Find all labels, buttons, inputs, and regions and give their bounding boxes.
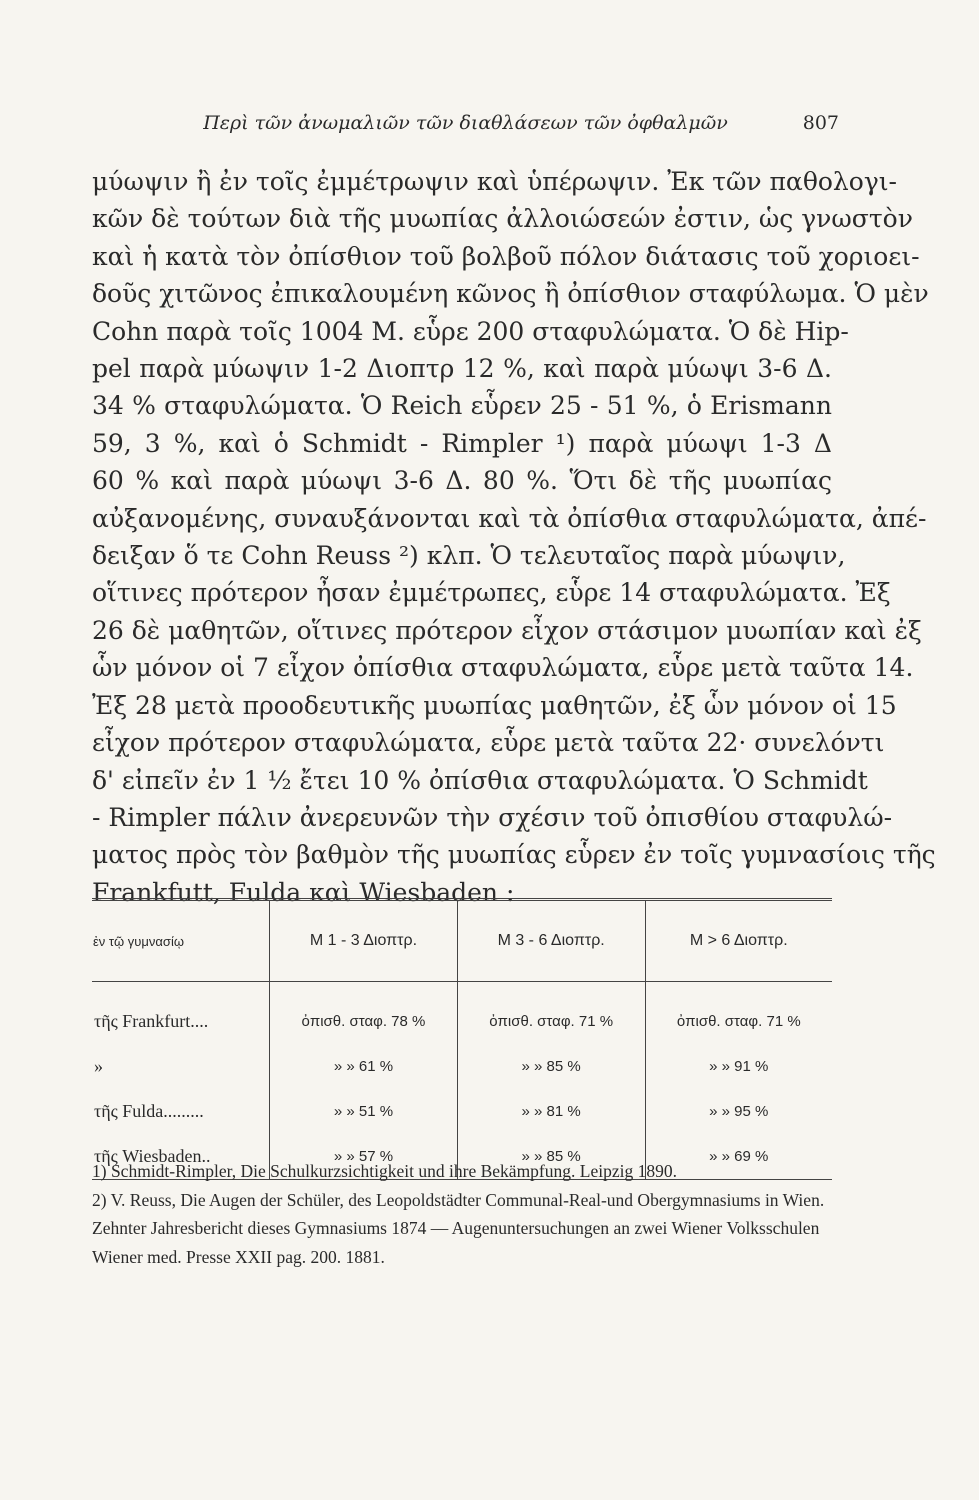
row-label: τῆς Wiesbaden.. [94, 1146, 211, 1166]
column-header-gymnasium: ἐν τῷ γυμνασίῳ [92, 901, 270, 982]
text-line: δ' εἰπεῖν ἐν 1 ½ ἔτει 10 % ὀπίσθια σταφυλώματα. Ὁ Schmidt [92, 765, 868, 795]
table-cell: » » 91 % [645, 1044, 832, 1089]
text-line: ματος πρὸς τὸν βαθμὸν τῆς μυωπίας εὗρεν ἐν τοῖς γυμνασίοις τῆς [92, 840, 936, 870]
table-cell: » » 85 % [457, 1044, 645, 1089]
row-label: τῆς Fulda......... [94, 1101, 204, 1121]
table-cell: ὀπισθ. σταφ. 78 % [270, 982, 458, 1045]
text-line: μύωψιν ἢ ἐν τοῖς ἐμμέτρωψιν καὶ ὑπέρωψιν. Ἐκ τῶν παθολογι- [92, 167, 898, 196]
body-text [92, 163, 936, 911]
table-cell: ὀπισθ. σταφ. 71 % [645, 982, 832, 1045]
table-cell: » » 51 % [270, 1089, 458, 1134]
text-line: δειξαν ὅ τε Cohn Reuss ²) κλπ. Ὁ τελευταῖος παρὰ μύωψιν, [92, 541, 846, 571]
text-line: Cohn παρὰ τοῖς 1004 Μ. εὗρε 200 σταφυλώματα. Ὁ δὲ Hip- [92, 316, 849, 346]
table-header-row [92, 901, 832, 982]
table-row [92, 1089, 832, 1134]
text-line: 26 δὲ μαθητῶν, οἵτινες πρότερον εἶχον στάσιμον μυωπίαν καὶ ἐξ [92, 615, 922, 645]
text-line: καὶ ἡ κατὰ τὸν ὀπίσθιον τοῦ βολβοῦ πόλον διάτασις τοῦ χοριοει- [92, 241, 920, 271]
running-header [92, 112, 839, 134]
text-line: οἵτινες πρότερον ἦσαν ἐμμέτρωπες, εὗρε 14 σταφυλώματα. Ἐξ [92, 578, 891, 608]
table-cell: » » 95 % [645, 1089, 832, 1134]
text-line: δοῦς χιτῶνος ἐπικαλουμένη κῶνος ἢ ὀπίσθιον σταφύλωμα. Ὁ μὲν [92, 279, 929, 309]
column-header-m-over-6: Μ > 6 Διοπτρ. [645, 901, 832, 982]
page-number: 807 [802, 112, 839, 134]
table-cell: ὀπισθ. σταφ. 71 % [457, 982, 645, 1045]
text-line: 59, 3 %, καὶ ὁ Schmidt - Rimpler ¹) παρὰ μύωψι 1-3 Δ [92, 428, 832, 458]
column-header-m-3-6: Μ 3 - 6 Διοπτρ. [457, 901, 645, 982]
footnotes [92, 1157, 832, 1271]
table-cell: » » 57 % [270, 1134, 458, 1179]
row-label: τῆς Frankfurt.... [94, 1011, 209, 1031]
table-row [92, 1044, 832, 1089]
text-line: Ἐξ 28 μετὰ προοδευτικῆς μυωπίας μαθητῶν, ἐξ ὧν μόνον οἱ 15 [92, 690, 897, 720]
row-label: » [94, 1056, 103, 1076]
text-line: 34 % σταφυλώματα. Ὁ Reich εὗρεν 25 - 51 %, ὁ Erismann [92, 391, 832, 421]
column-header-m-1-3: Μ 1 - 3 Διοπτρ. [270, 901, 458, 982]
footnote-1: 1) Schmidt-Rimpler, Die Schulkurzsichtigkeit und ihre Bekämpfung. Leipzig 1890. [92, 1161, 677, 1181]
table-cell: » » 61 % [270, 1044, 458, 1089]
table-cell: » » 85 % [457, 1134, 645, 1179]
table-cell: » » 81 % [457, 1089, 645, 1134]
text-line: κῶν δὲ τούτων διὰ τῆς μυωπίας ἀλλοιώσεών ἐστιν, ὡς γνωστὸν [92, 204, 913, 234]
text-line: Frankfutt, Fulda καὶ Wiesbaden : [92, 877, 515, 907]
text-line: αὐξανομένης, συναυξάνονται καὶ τὰ ὀπίσθια σταφυλώματα, ἀπέ- [92, 503, 927, 533]
text-line: εἶχον πρότερον σταφυλώματα, εὗρε μετὰ ταῦτα 22· συνελόντι [92, 728, 885, 758]
text-line: pel παρὰ μύωψιν 1-2 Διοπτρ 12 %, καὶ παρὰ μύωψι 3-6 Δ. [92, 354, 832, 384]
table-cell: » » 69 % [645, 1134, 832, 1179]
text-line: ὧν μόνον οἱ 7 εἶχον ὀπίσθια σταφυλώματα, εὗρε μετὰ ταῦτα 14. [92, 653, 914, 683]
table-row [92, 982, 832, 1045]
text-line: 60 % καὶ παρὰ μύωψι 3-6 Δ. 80 %. Ὅτι δὲ τῆς μυωπίας [92, 466, 832, 496]
statistics-table [92, 898, 832, 1180]
footnote-2: 2) V. Reuss, Die Augen der Schüler, des Leopoldstädter Communal-Real-und Obergymnasiums in Wien. Zehnter Jahresbericht dieses Gymnasiums 1874 — Augenuntersuchungen an zwei Wiener Volksschulen Wiener med. Presse XXII pag. 200. 1881. [92, 1189, 825, 1267]
header-title: Περὶ τῶν ἀνωμαλιῶν τῶν διαθλάσεων τῶν ὀφθαλμῶν [203, 112, 728, 134]
text-line: - Rimpler πάλιν ἀνερευνῶν τὴν σχέσιν τοῦ ὀπισθίου σταφυλώ- [92, 802, 893, 832]
